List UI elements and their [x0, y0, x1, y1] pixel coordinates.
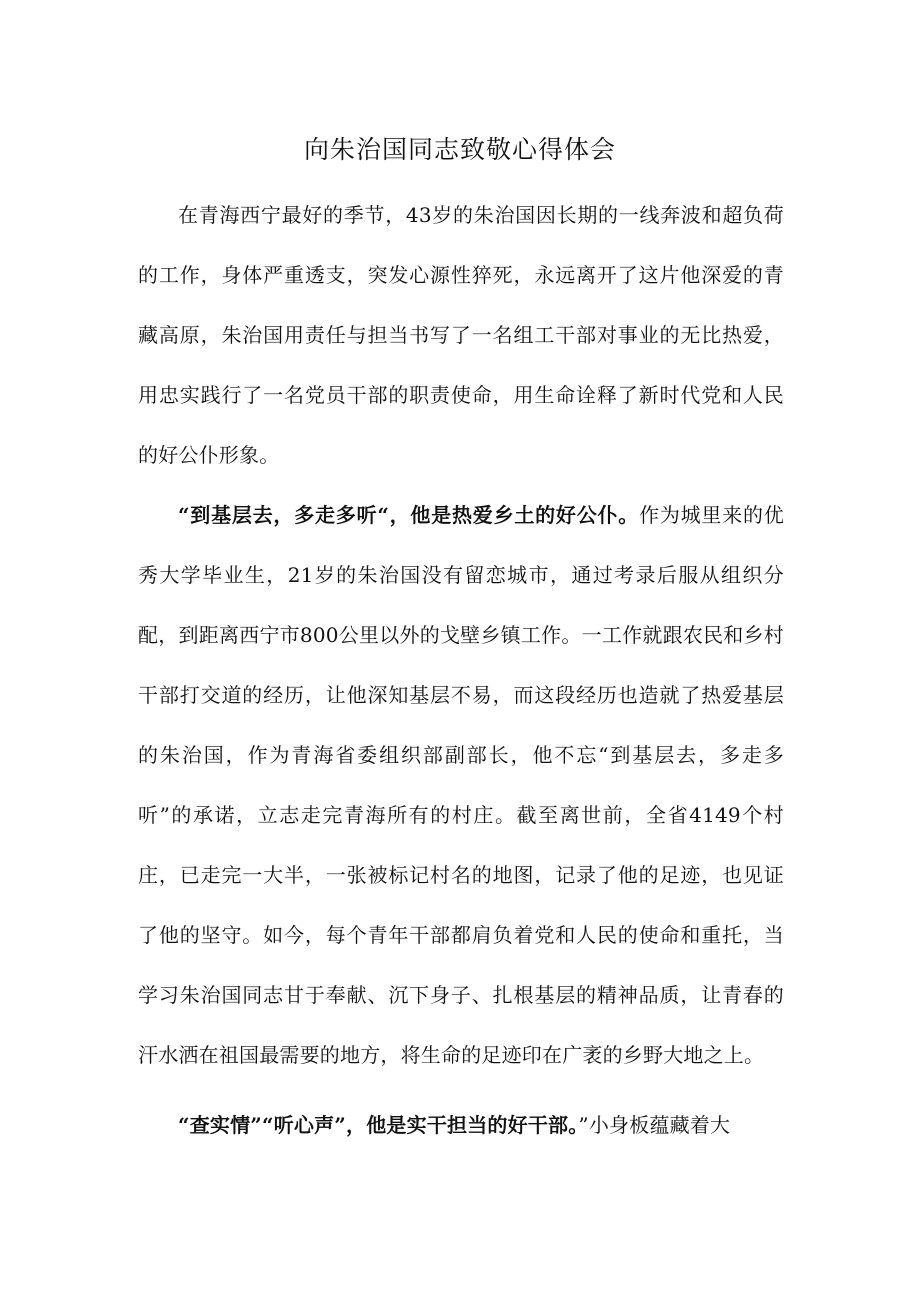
paragraph-2-lead: “到基层去，多走多听“，他是热爱乡土的好公仆。 — [178, 503, 640, 527]
paragraph-3 — [138, 1095, 784, 1155]
paragraph-3-body: ”小身板蕴藏着大 — [578, 1113, 731, 1137]
paragraph-2 — [138, 485, 784, 1085]
paragraph-1-body: 在青海西宁最好的季节，43岁的朱治国因长期的一线奔波和超负荷的工作，身体严重透支，突发心源性猝死，永远离开了这片他深爱的青藏高原，朱治国用责任与担当书写了一名组工干部对事业的无比热爱，用忠实践行了一名党员干部的职责使命，用生命诠释了新时代党和人民的好公仆形象。 — [138, 203, 784, 467]
document-title: 向朱治国同志致敬心得体会 — [303, 135, 616, 164]
paragraph-3-lead: “查实情”“听心声”，他是实干担当的好干部。 — [178, 1113, 579, 1137]
paragraph-1 — [138, 185, 784, 485]
paragraph-2-body: 作为城里来的优秀大学毕业生，21岁的朱治国没有留恋城市，通过考录后服从组织分配，到距离西宁市800公里以外的戈壁乡镇工作。一工作就跟农民和乡村干部打交道的经历，让他深知基层不易，而这段经历也造就了热爱基层的朱治国，作为青海省委组织部副部长，他不忘“到基层去，多走多听”的承诺，立志走完青海所有的村庄。截至离世前，全省4149个村庄，已走完一大半，一张被标记村名的地图，记录了他的足迹，也见证了他的坚守。如今，每个青年干部都肩负着党和人民的使命和重托，当学习朱治国同志甘于奉献、沉下身子、扎根基层的精神品质，让青春的汗水洒在祖国最需要的地方，将生命的足迹印在广袤的乡野大地之上。 — [138, 503, 784, 1067]
